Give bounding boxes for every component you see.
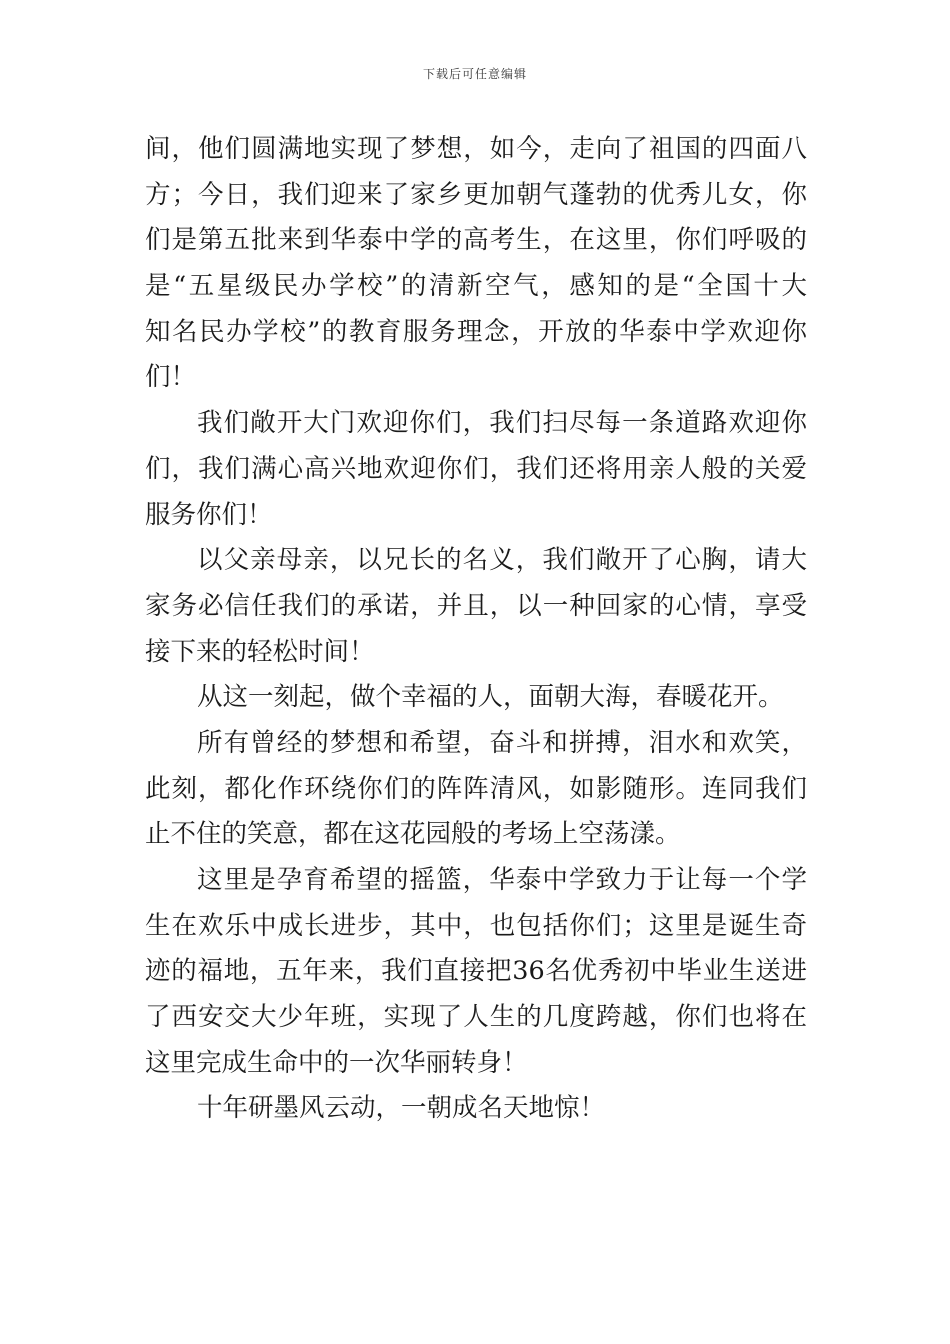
text-line: 止不住的笑意，都在这花园般的考场上空荡漾。 xyxy=(145,819,681,850)
text-line: 接下来的轻松时间！ xyxy=(145,636,375,667)
text-line: 生在欢乐中成长进步，其中，也包括你们；这里是诞生奇 xyxy=(145,910,807,941)
text-line: 这里完成生命中的一次华丽转身！ xyxy=(145,1047,528,1078)
text-line: 知名民办学校”的教育服务理念，开放的华泰中学欢迎你 xyxy=(145,316,807,347)
text-line: 了西安交大少年班，实现了人生的几度跨越，你们也将在 xyxy=(145,1002,807,1033)
text-line: 从这一刻起，做个幸福的人，面朝大海，春暖花开。 xyxy=(197,682,784,713)
text-line: 们是第五批来到华泰中学的高考生，在这里，你们呼吸的 xyxy=(145,225,807,256)
text-line: 们！ xyxy=(145,362,197,393)
page-header-note: 下载后可任意编辑 xyxy=(422,67,527,81)
text-line: 所有曾经的梦想和希望，奋斗和拼搏，泪水和欢笑， xyxy=(197,727,807,758)
text-line: 十年研墨风云动，一朝成名天地惊！ xyxy=(197,1093,606,1124)
text-line: 方；今日，我们迎来了家乡更加朝气蓬勃的优秀儿女，你 xyxy=(145,179,807,210)
text-line: 迹的福地，五年来，我们直接把36名优秀初中毕业生送进 xyxy=(145,956,807,987)
text-line: 间，他们圆满地实现了梦想，如今，走向了祖国的四面八 xyxy=(145,134,807,164)
document-body xyxy=(145,127,807,1132)
text-line: 是“五星级民办学校”的清新空气，感知的是“全国十大 xyxy=(145,271,807,302)
text-line: 服务你们！ xyxy=(145,499,273,530)
text-line: 们，我们满心高兴地欢迎你们，我们还将用亲人般的关爱 xyxy=(145,453,807,484)
text-line: 家务必信任我们的承诺，并且，以一种回家的心情，享受 xyxy=(145,590,807,621)
text-line: 此刻，都化作环绕你们的阵阵清风，如影随形。连同我们 xyxy=(145,773,807,804)
text-line: 我们敞开大门欢迎你们，我们扫尽每一条道路欢迎你 xyxy=(197,408,807,439)
text-line: 这里是孕育希望的摇篮，华泰中学致力于让每一个学 xyxy=(197,865,807,895)
text-line: 以父亲母亲，以兄长的名义，我们敞开了心胸，请大 xyxy=(197,545,807,576)
